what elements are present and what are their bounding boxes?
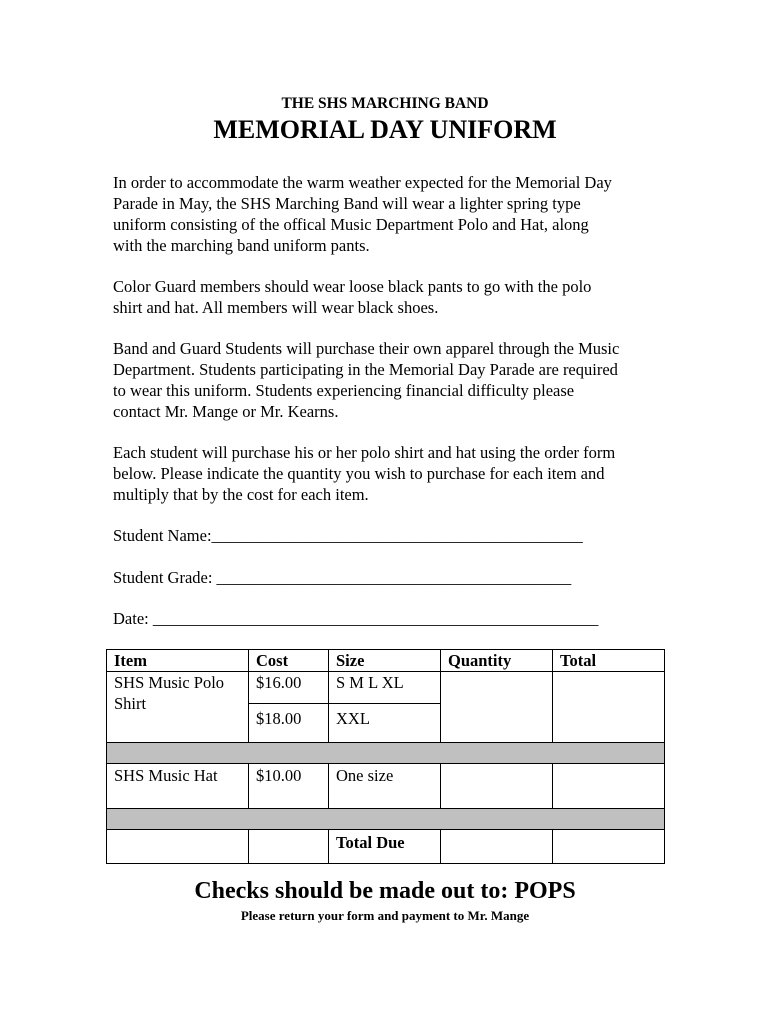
- polo-quantity-input[interactable]: [441, 672, 553, 743]
- date-field[interactable]: Date: ______________________________________________________: [113, 609, 599, 628]
- paragraph-order-instructions: Each student will purchase his or her polo shirt and hat using the order form below. Please indicate the quantity you wish to purchase for each item and multiply that by the cost for each item.: [113, 443, 616, 504]
- order-table: [106, 649, 665, 864]
- band-subtitle: THE SHS MARCHING BAND: [281, 95, 489, 112]
- total-due-quantity[interactable]: [441, 830, 553, 864]
- table-header-row: [107, 650, 665, 672]
- total-row: [107, 830, 665, 864]
- polo-total-input[interactable]: [553, 672, 665, 743]
- separator-row: [107, 809, 665, 830]
- hat-size-cell: One size: [329, 764, 441, 809]
- header-item: Item: [107, 650, 249, 672]
- return-instructions: Please return your form and payment to Mr. Mange: [240, 908, 530, 923]
- student-grade-field[interactable]: Student Grade: ___________________________________________: [113, 568, 572, 587]
- total-due-label: Total Due: [329, 830, 441, 864]
- polo-size-cell: S M L XL: [329, 672, 441, 704]
- total-due-amount[interactable]: [553, 830, 665, 864]
- hat-total-input[interactable]: [553, 764, 665, 809]
- hat-item-cell: SHS Music Hat: [107, 764, 249, 809]
- hat-cost-cell: $10.00: [249, 764, 329, 809]
- header-cost: Cost: [249, 650, 329, 672]
- table-row: [107, 764, 665, 809]
- polo-cost-cell: $16.00: [249, 672, 329, 704]
- separator-row: [107, 743, 665, 764]
- paragraph-weather: In order to accommodate the warm weather expected for the Memorial Day Parade in May, the SHS Marching Band will wear a lighter spring type uniform consisting of the offical Music Department Polo and Hat, along with the marching band uniform pants.: [113, 173, 612, 255]
- header-total: Total: [553, 650, 665, 672]
- polo-item-cell: SHS Music Polo Shirt: [107, 672, 249, 743]
- checks-payable-note: Checks should be made out to: POPS: [194, 878, 576, 904]
- student-name-field[interactable]: Student Name:_____________________________________________: [113, 526, 583, 545]
- hat-quantity-input[interactable]: [441, 764, 553, 809]
- polo-xxl-size-cell: XXL: [329, 704, 441, 743]
- header-size: Size: [329, 650, 441, 672]
- paragraph-color-guard: Color Guard members should wear loose black pants to go with the polo shirt and hat. All members will wear black shoes.: [113, 277, 592, 317]
- header-quantity: Quantity: [441, 650, 553, 672]
- table-row: [107, 672, 665, 704]
- paragraph-purchase: Band and Guard Students will purchase their own apparel through the Music Department. Students participating in the Memorial Day Parade are required to wear this uniform. Students experiencing financial difficulty please contact Mr. Mange or Mr. Kearns.: [113, 339, 620, 421]
- polo-xxl-cost-cell: $18.00: [249, 704, 329, 743]
- page-title: MEMORIAL DAY UNIFORM: [213, 115, 557, 144]
